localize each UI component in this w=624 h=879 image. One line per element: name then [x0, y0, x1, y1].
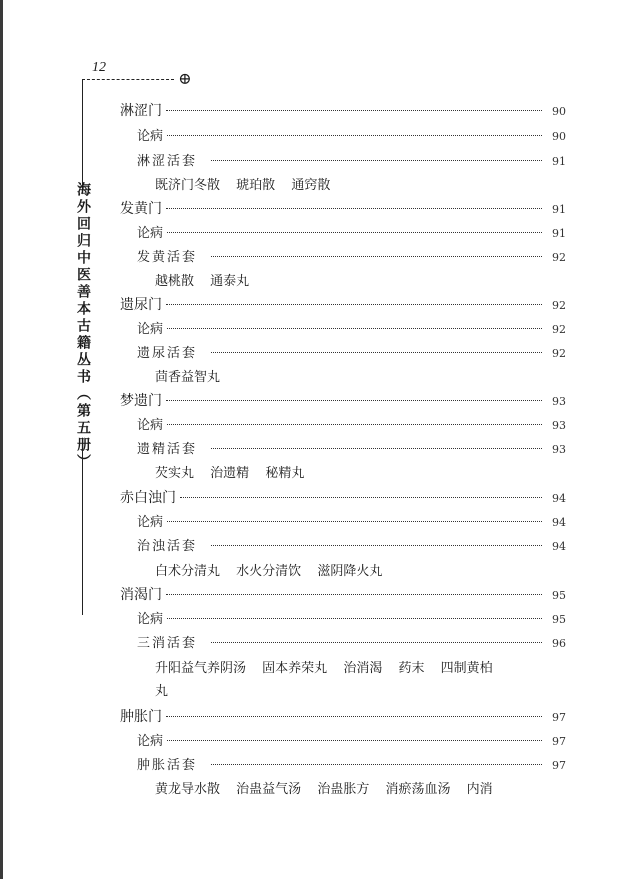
leader-dots [167, 232, 542, 233]
page-ref: 92 [552, 323, 566, 336]
leader-dots [166, 400, 542, 401]
toc-item-row[interactable] [137, 222, 566, 241]
toc-section-row[interactable] [120, 706, 566, 726]
page-ref: 92 [552, 251, 566, 264]
item-label: 治浊活套 [137, 539, 198, 554]
leader-dots [166, 208, 542, 209]
toc-item-row[interactable] [137, 730, 566, 749]
leader-dots [166, 304, 542, 305]
formula-name: 水火分清饮 [236, 564, 302, 579]
item-label: 论病 [137, 515, 164, 530]
page-ref: 92 [552, 299, 566, 312]
toc-item-row[interactable] [137, 150, 566, 169]
toc-item-row[interactable] [137, 438, 566, 457]
formula-list [155, 462, 316, 481]
formula-name: 通泰丸 [210, 274, 250, 289]
item-label: 论病 [137, 734, 164, 749]
formula-list [155, 270, 261, 289]
toc-item-row[interactable] [137, 754, 566, 773]
toc-item-row[interactable] [137, 342, 566, 361]
leader-dots [167, 328, 542, 329]
toc-section-row[interactable] [120, 487, 566, 507]
formula-name: 芡实丸 [155, 466, 195, 481]
toc-item-row[interactable] [137, 535, 566, 554]
section-title: 梦遗门 [120, 393, 162, 409]
toc-item-row[interactable] [137, 318, 566, 337]
leader-dots [211, 160, 542, 161]
formula-name: 内消 [466, 782, 493, 797]
leader-dots [180, 497, 542, 498]
leader-dots [166, 716, 542, 717]
toc-section-row[interactable] [120, 198, 566, 218]
item-label: 淋涩活套 [137, 154, 198, 169]
formula-name: 治蛊胀方 [317, 782, 370, 797]
page-ref: 97 [552, 759, 566, 772]
item-label: 论病 [137, 226, 164, 241]
item-label: 三消活套 [137, 636, 198, 651]
leader-dots [167, 618, 542, 619]
formula-list [155, 778, 505, 797]
section-title: 消渴门 [120, 587, 162, 603]
formula-list [155, 174, 342, 193]
leader-dots [211, 256, 542, 257]
item-label: 论病 [137, 612, 164, 627]
formula-name: 通窍散 [291, 178, 331, 193]
formula-name: 消瘀荡血汤 [385, 782, 451, 797]
leader-dots [211, 764, 542, 765]
formula-list [155, 366, 232, 385]
page-ref: 92 [552, 347, 566, 360]
leader-dots [211, 642, 542, 643]
page-ref: 91 [552, 227, 566, 240]
formula-name: 治蛊益气汤 [236, 782, 302, 797]
formula-name: 越桃散 [155, 274, 195, 289]
section-title: 肿胀门 [120, 709, 162, 725]
formula-name: 治消渴 [343, 661, 383, 676]
formula-name: 四制黄柏 [440, 661, 493, 676]
leader-dots [211, 448, 542, 449]
item-label: 论病 [137, 322, 164, 337]
formula-name: 滋阴降火丸 [317, 564, 383, 579]
page-ref: 90 [552, 130, 566, 143]
formula-name: 秘精丸 [265, 466, 305, 481]
formula-list-continued [155, 680, 180, 699]
item-label: 论病 [137, 129, 164, 144]
page-ref: 91 [552, 155, 566, 168]
page-ref: 97 [552, 735, 566, 748]
section-title: 赤白浊门 [120, 490, 176, 506]
leader-dots [166, 110, 542, 111]
leader-dots [167, 521, 542, 522]
page-ref: 96 [552, 637, 566, 650]
formula-name: 既济门冬散 [155, 178, 221, 193]
toc-section-row[interactable] [120, 294, 566, 314]
formula-name: 治遗精 [210, 466, 250, 481]
toc-item-row[interactable] [137, 511, 566, 530]
series-title: 海外回归中医善本古籍丛书（第五册） [75, 182, 91, 471]
toc-item-row[interactable] [137, 125, 566, 144]
leader-dots [211, 352, 542, 353]
toc-item-row[interactable] [137, 608, 566, 627]
item-label: 发黄活套 [137, 250, 198, 265]
formula-list [155, 560, 394, 579]
item-label: 遗精活套 [137, 442, 198, 457]
formula-name: 茴香益智丸 [155, 370, 221, 385]
page-ref: 93 [552, 419, 566, 432]
page-ref: 93 [552, 395, 566, 408]
leader-dots [167, 740, 542, 741]
page-ref: 95 [552, 613, 566, 626]
section-title: 发黄门 [120, 201, 162, 217]
page-ref: 95 [552, 589, 566, 602]
page-ref: 94 [552, 516, 566, 529]
leader-dots [167, 135, 542, 136]
formula-name: 丸 [155, 684, 169, 699]
formula-name: 药末 [398, 661, 425, 676]
page-ref: 93 [552, 443, 566, 456]
toc-section-row[interactable] [120, 100, 566, 120]
toc-item-row[interactable] [137, 632, 566, 651]
page-ref: 94 [552, 492, 566, 505]
formula-name: 琥珀散 [236, 178, 276, 193]
formula-name: 白术分清丸 [155, 564, 221, 579]
toc-item-row[interactable] [137, 414, 566, 433]
item-label: 肿胀活套 [137, 758, 198, 773]
item-label: 遗尿活套 [137, 346, 198, 361]
formula-list [155, 657, 505, 676]
section-title: 淋涩门 [120, 103, 162, 119]
formula-name: 升阳益气养阴汤 [155, 661, 247, 676]
section-title: 遗尿门 [120, 297, 162, 313]
leader-dots [166, 594, 542, 595]
leader-dots [211, 545, 542, 546]
toc-section-row[interactable] [120, 390, 566, 410]
page-ref: 97 [552, 711, 566, 724]
ornament-icon: ⊕ [178, 69, 192, 88]
toc-section-row[interactable] [120, 584, 566, 604]
page-ref: 94 [552, 540, 566, 553]
leader-dots [167, 424, 542, 425]
toc-item-row[interactable] [137, 246, 566, 265]
page-ref: 90 [552, 105, 566, 118]
page-ref: 91 [552, 203, 566, 216]
formula-name: 黄龙导水散 [155, 782, 221, 797]
formula-name: 固本养荣丸 [262, 661, 328, 676]
item-label: 论病 [137, 418, 164, 433]
page-number: 12 [92, 60, 106, 75]
